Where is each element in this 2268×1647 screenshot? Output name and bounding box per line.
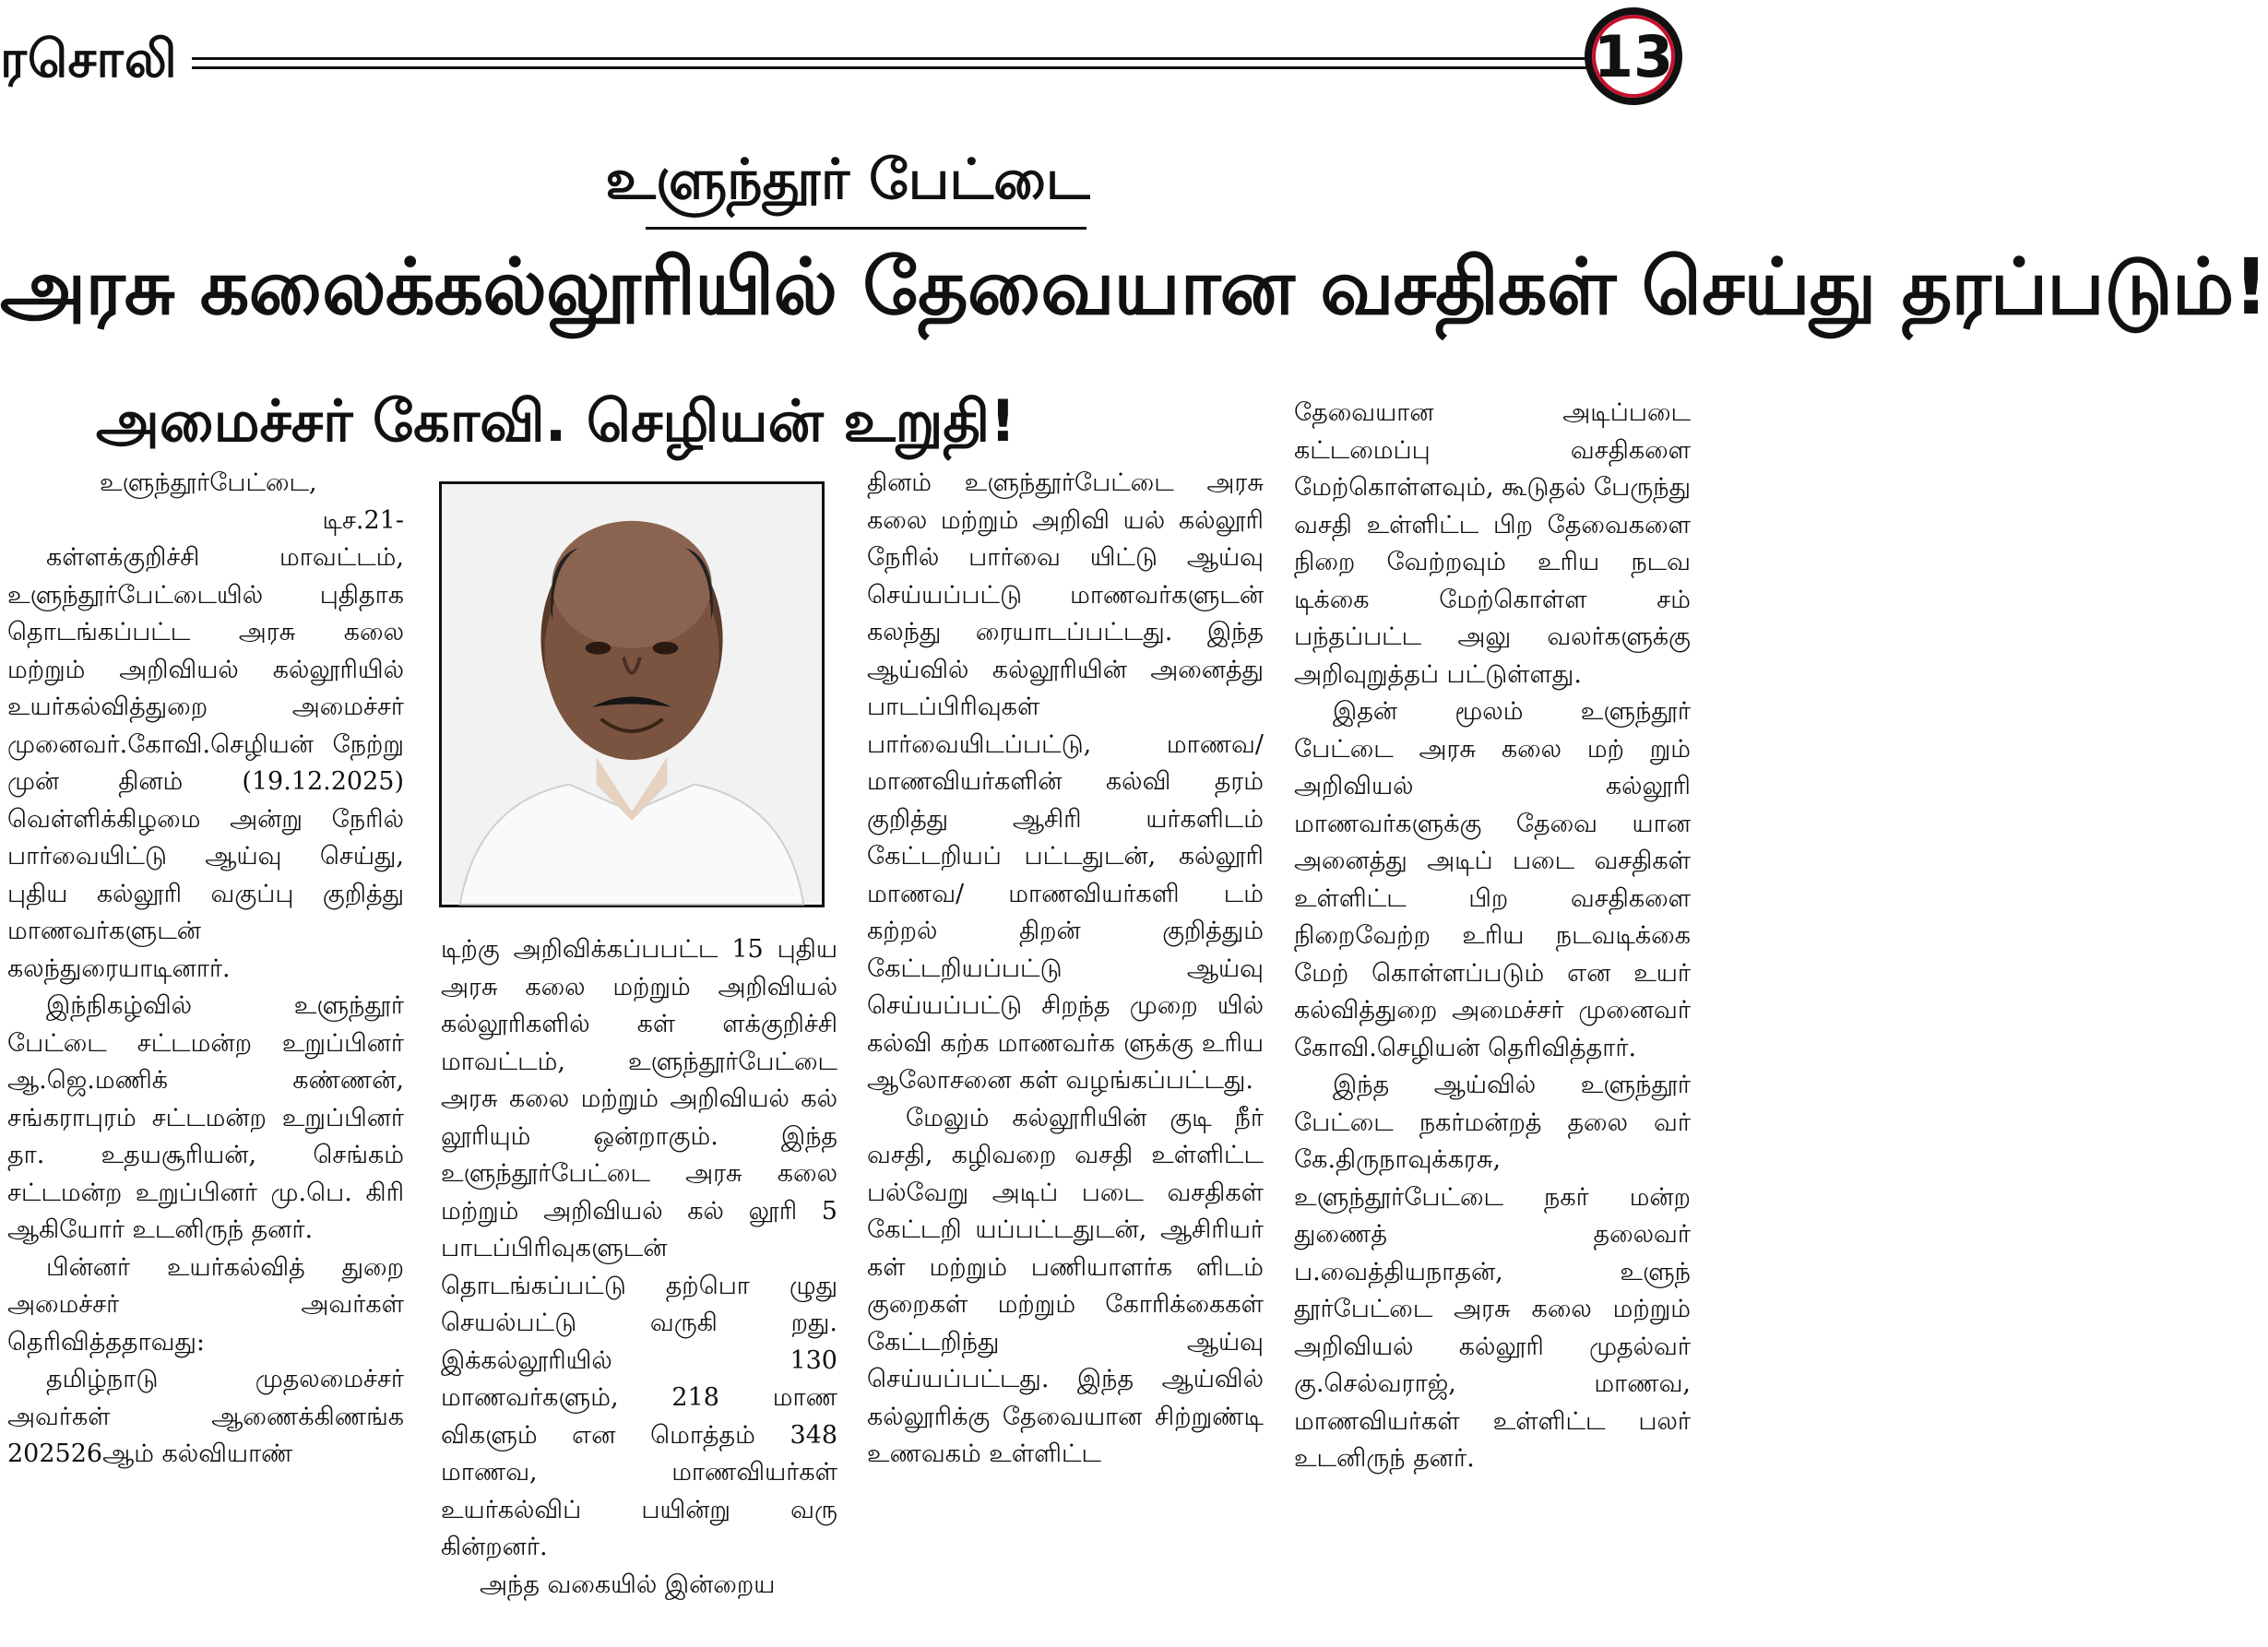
paragraph: தமிழ்நாடு முதலமைச்சர் அவர்கள் ஆணைக்கிணங்க 202526ஆம் கல்வியாண்: [7, 1365, 404, 1468]
paragraph: இந்நிகழ்வில் உளுந்தூர் பேட்டை சட்டமன்ற உறுப்பினர் ஆ.ஜெ.மணிக் கண்ணன், சங்கராபுரம் சட்டமன்ற உறுப்பினர் தா. உதயசூரியன், செங்கம் சட்டமன்ற உறுப்பினர் மு.பெ. கிரி ஆகியோர் உடனிருந் தனர்.: [7, 991, 404, 1244]
dateline-date: டிச.21-: [322, 505, 404, 535]
article-column-1: [7, 465, 404, 1647]
paragraph: அந்த வகையில் இன்றைய: [480, 1570, 776, 1599]
paragraph: இந்த ஆய்வில் உளுந்தூர் பேட்டை நகர்மன்றத் தலை வர் கே.திருநாவுக்கரசு, உளுந்தூர்பேட்டை நகர் மன்ற துணைத் தலைவர் ப.வைத்தியநாதன், உளுந் தூர்பேட்டை அரசு கலை மற்றும் அறிவியல் கல்லூரி முதல்வர் கு.செல்வராஜ், மாணவ, மாணவியர்கள் உள்ளிட்ட பலர் உடனிருந் தனர்.: [1294, 1071, 1691, 1473]
masthead-rule-bottom: [192, 66, 1589, 69]
article-column-4: [1294, 395, 1691, 1647]
paragraph: இதன் மூலம் உளுந்தூர் பேட்டை அரசு கலை மற் றும் அறிவியல் கல்லூரி மாணவர்களுக்கு தேவை யான அனைத்து அடிப் படை வசதிகள் உள்ளிட்ட பிற வசதிகளை நிறைவேற்ற உரிய நடவடிக்கை மேற் கொள்ளப்படும் என உயர் கல்வித்துறை அமைச்சர் முனைவர் கோவி.செழியன் தெரிவித்தார்.: [1294, 697, 1691, 1062]
article-column-3: [867, 465, 1264, 1647]
paragraph: மேலும் கல்லூரியின் குடி நீர் வசதி, கழிவறை வசதி உள்ளிட்ட பல்வேறு அடிப் படை வசதிகள் கேட்டறி யப்பட்டதுடன், ஆசிரியர் கள் மற்றும் பணியாளர்க ளிடம் குறைகள் மற்றும் கோரிக்கைகள் கேட்டறிந்து ஆய்வு செய்யப்பட்டது. இந்த ஆய்வில் கல்லூரிக்கு தேவையான சிற்றுண்டி உணவகம் உள்ளிட்ட: [867, 1103, 1264, 1468]
kicker-underline: [646, 227, 1087, 230]
dateline-place: உளுந்தூர்பேட்டை,: [100, 468, 317, 497]
paragraph: பின்னர் உயர்கல்வித் துறை அமைச்சர் அவர்கள் தெரிவித்ததாவது:: [7, 1252, 404, 1357]
portrait-image: [442, 484, 822, 905]
article-headline: அரசு கலைக்கல்லூரியில் தேவையான வசதிகள் செய்து தரப்படும்!: [0, 242, 2268, 332]
article-kicker: உளுந்தூர் பேட்டை: [605, 148, 1090, 212]
page-number-badge: 13: [1585, 7, 1682, 105]
paragraph: தேவையான அடிப்படை கட்டமைப்பு வசதிகளை மேற்கொள்ளவும், கூடுதல் பேருந்து வசதி உள்ளிட்ட பிற தேவைகளை நிறை வேற்றவும் உரிய நடவ டிக்கை மேற்கொள்ள சம் பந்தப்பட்ட அலு வலர்களுக்கு அறிவுறுத்தப் பட்டுள்ளது.: [1294, 398, 1691, 689]
newspaper-name: ரசொலி: [0, 30, 178, 89]
paragraph: தினம் உளுந்தூர்பேட்டை அரசு கலை மற்றும் அறிவி யல் கல்லூரி நேரில் பார்வை யிட்டு ஆய்வு செய்யப்பட்டு மாணவர்களுடன் கலந்து ரையாடப்பட்டது. இந்த ஆய்வில் கல்லூரியின் அனைத்து பாடப்பிரிவுகள் பார்வையிடப்பட்டு, மாணவ/ மாணவியர்களின் கல்வி தரம் குறித்து ஆசிரி யர்களிடம் கேட்டறியப் பட்டதுடன், கல்லூரி மாணவ/ மாணவியர்களி டம் கற்றல் திறன் குறித்தும் கேட்டறியப்பட்டு ஆய்வு செய்யப்பட்டு சிறந்த முறை யில் கல்வி கற்க மாணவர்க ளுக்கு உரிய ஆலோசனை கள் வழங்கப்பட்டது.: [867, 468, 1264, 1095]
masthead-rule-top: [192, 57, 1589, 60]
paragraph: கள்ளக்குறிச்சி மாவட்டம், உளுந்தூர்பேட்டையில் புதிதாக தொடங்கப்பட்ட அரசு கலை மற்றும் அறிவியல் கல்லூரியில் உயர்கல்வித்துறை அமைச்சர் முனைவர்.கோவி.செழியன் நேற்று முன் தினம் (19.12.2025) வெள்ளிக்கிழமை அன்று நேரில் பார்வையிட்டு ஆய்வு செய்து, புதிய கல்லூரி வகுப்பு குறித்து மாணவர்களுடன் கலந்துரையாடினார்.: [7, 543, 404, 983]
minister-photo: [439, 481, 825, 907]
paragraph: டிற்கு அறிவிக்கப்பபட்ட 15 புதிய அரசு கலை மற்றும் அறிவியல் கல்லூரிகளில் கள் ளக்குறிச்சி மாவட்டம், உளுந்தூர்பேட்டை அரசு கலை மற்றும் அறிவியல் கல் லூரியும் ஒன்றாகும். இந்த உளுந்தூர்பேட்டை அரசு கலை மற்றும் அறிவியல் கல் லூரி 5 பாடப்பிரிவுகளுடன் தொடங்கப்பட்டு தற்பொ ழுது செயல்பட்டு வருகி றது. இக்கல்லூரியில் 130 மாணவர்களும், 218 மாண விகளும் என மொத்தம் 348 மாணவ, மாணவியர்கள் உயர்கல்விப் பயின்று வரு கின்றனர்.: [441, 935, 837, 1561]
article-subheadline: அமைச்சர் கோவி. செழியன் உறுதி!: [96, 387, 1016, 455]
masthead: [0, 0, 1695, 111]
article-column-2: [441, 931, 837, 1647]
